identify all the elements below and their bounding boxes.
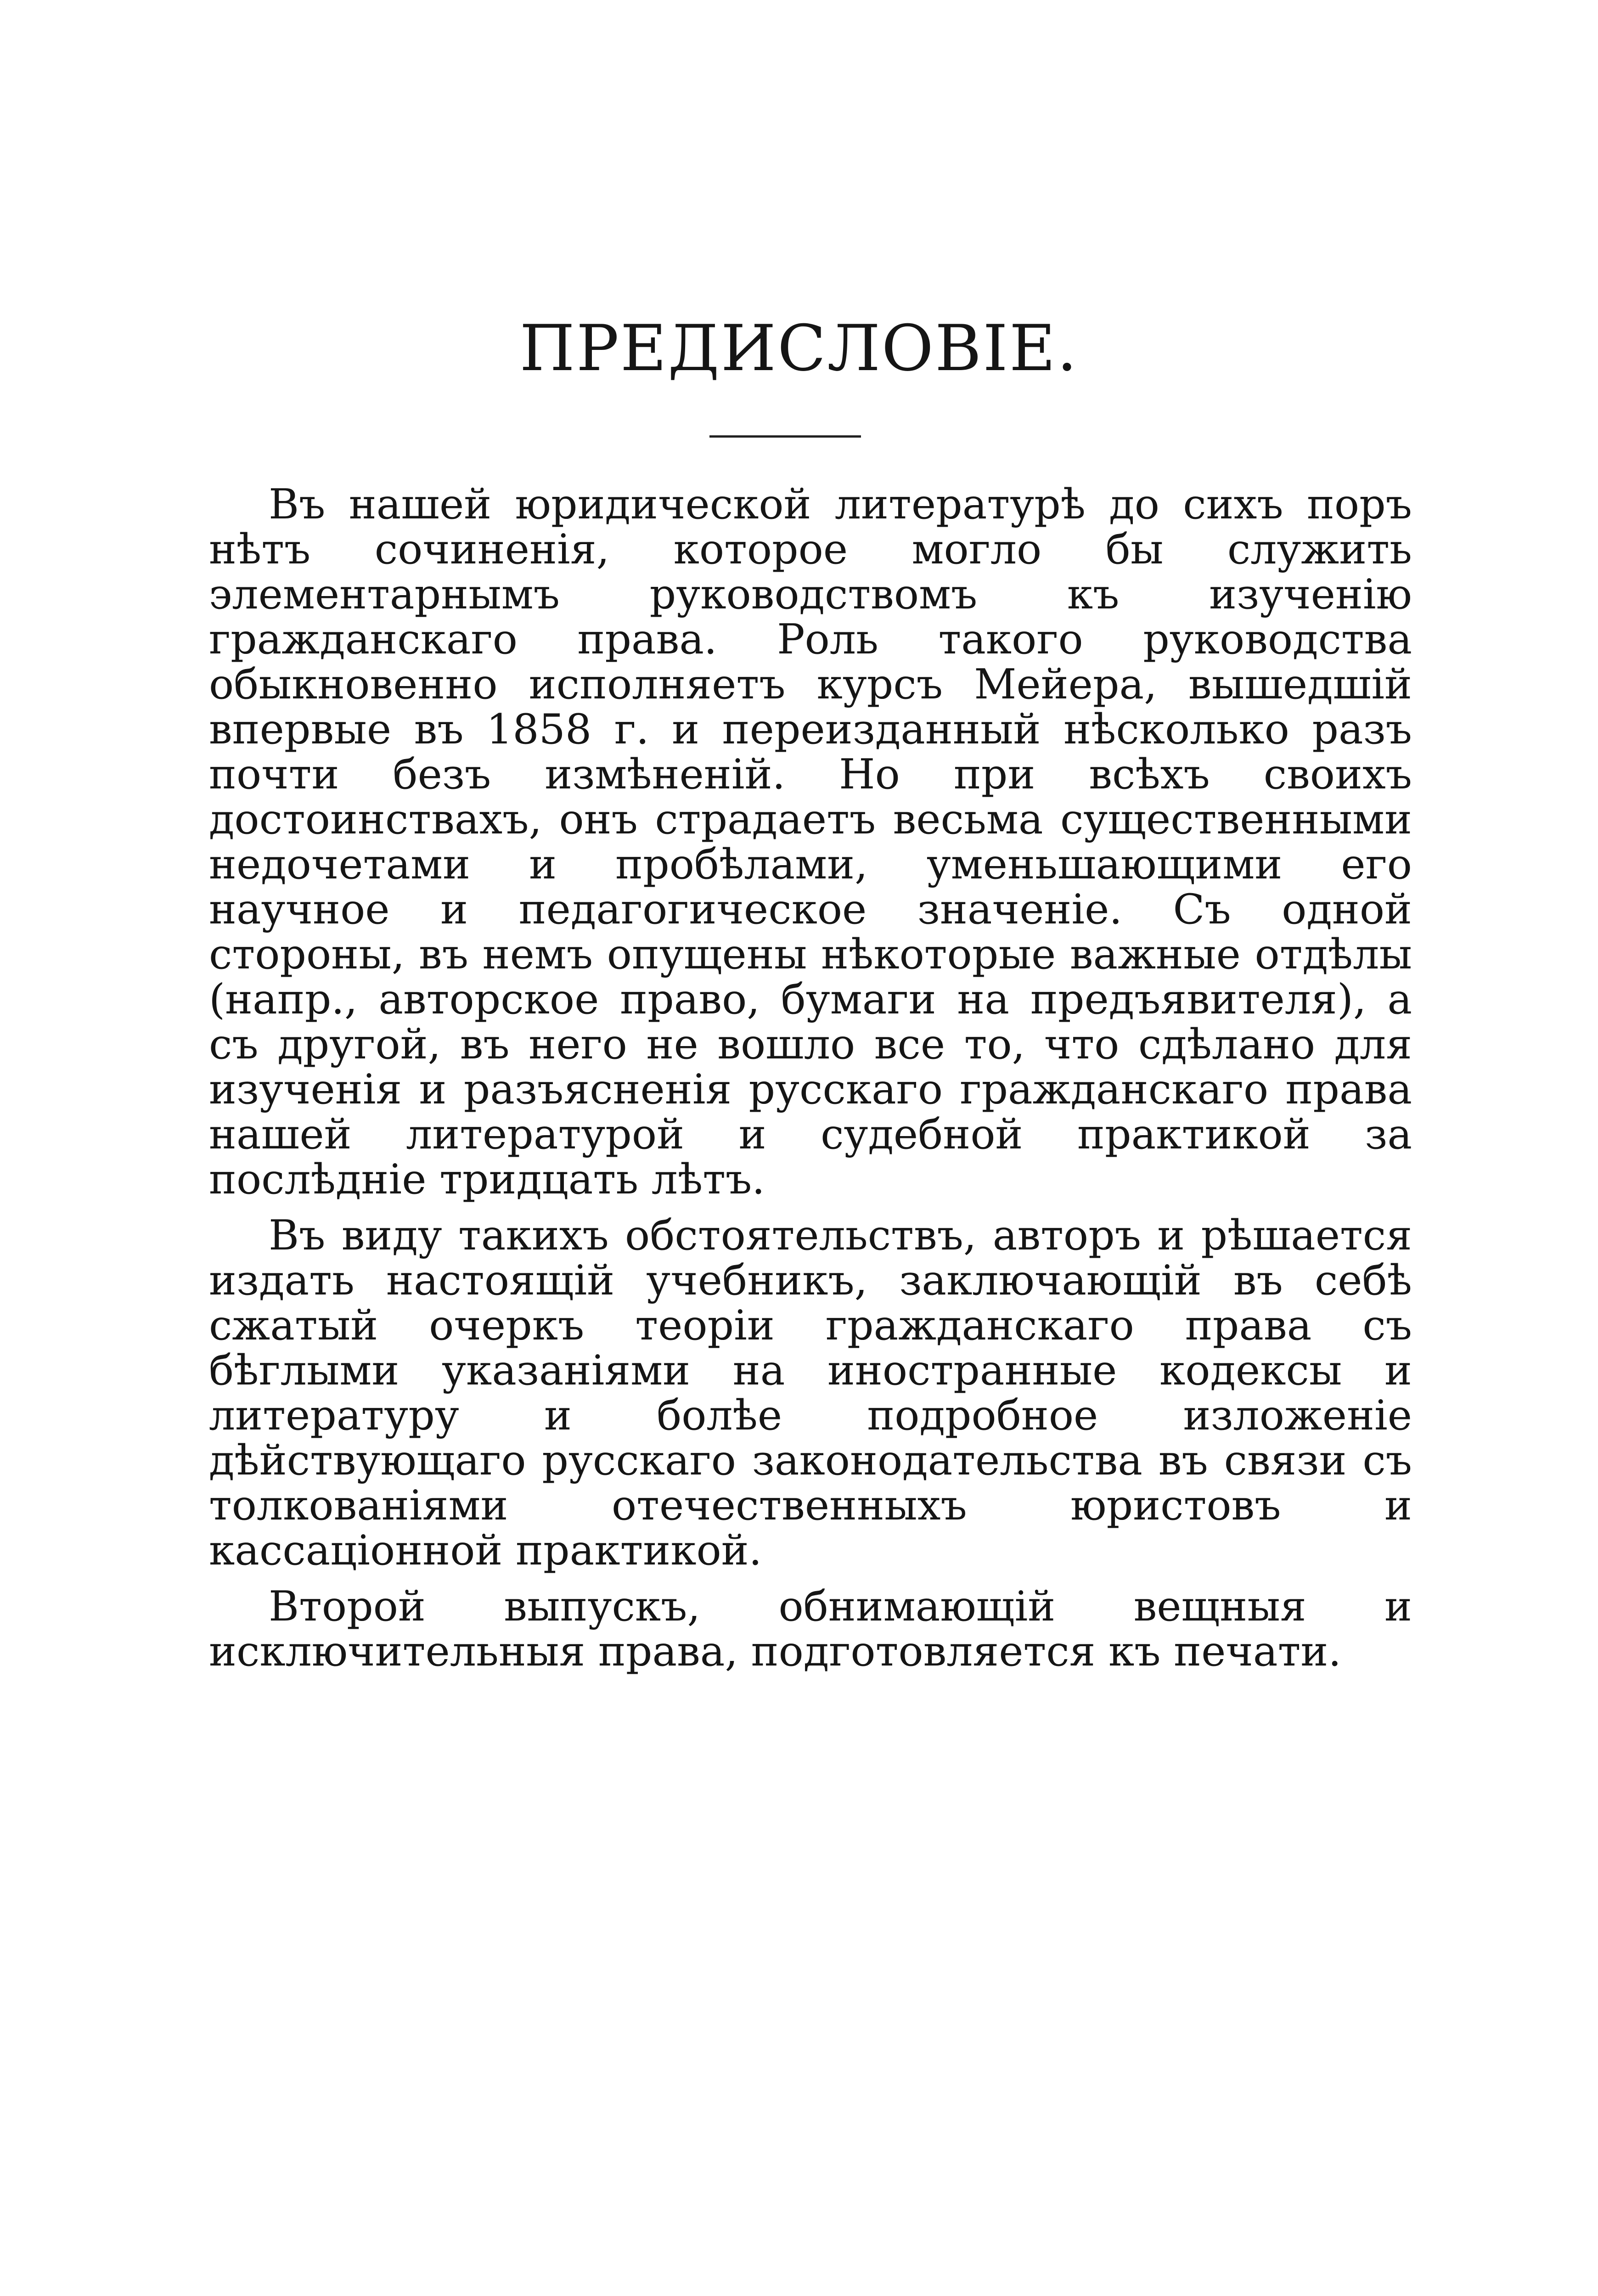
page-title: ПРЕДИСЛОВІЕ. (519, 311, 1079, 385)
paragraph-2: Въ виду такихъ обстоятельствъ, авторъ и рѣшается издать настоящій учебникъ, заключающій въ себѣ сжатый очеркъ теоріи гражданскаго права съ бѣглыми указаніями на иностранные кодексы и литературу и болѣе подробное изложеніе дѣйствующаго русскаго законодательства въ связи съ толкованіями отечественныхъ юристовъ и кассаціонной практикой. (209, 1211, 1412, 1575)
paragraph-3: Второй выпускъ, обнимающій вещныя и исключительныя права, подготовляется къ печати. (209, 1582, 1412, 1676)
title-divider (709, 435, 861, 438)
body-text (209, 482, 1412, 1685)
paragraph-1: Въ нашей юридической литературѣ до сихъ поръ нѣтъ сочиненія, которое могло бы служить элементарнымъ руководствомъ къ изученію гражданскаго права. Роль такого руководства обыкновенно исполняетъ курсъ Мейера, вышедшій впервые въ 1858 г. и переизданный нѣсколько разъ почти безъ измѣненій. Но при всѣхъ своихъ достоинствахъ, онъ страдаетъ весьма существенными недочетами и пробѣлами, уменьшающими его научное и педагогическое значеніе. Съ одной стороны, въ немъ опущены нѣкоторые важные отдѣлы (напр., авторское право, бумаги на предъявителя), а съ другой, въ него не вошло все то, что сдѣлано для изученія и разъясненія русскаго гражданскаго права нашей литературой и судебной практикой за послѣдніе тридцать лѣтъ. (209, 480, 1412, 1204)
